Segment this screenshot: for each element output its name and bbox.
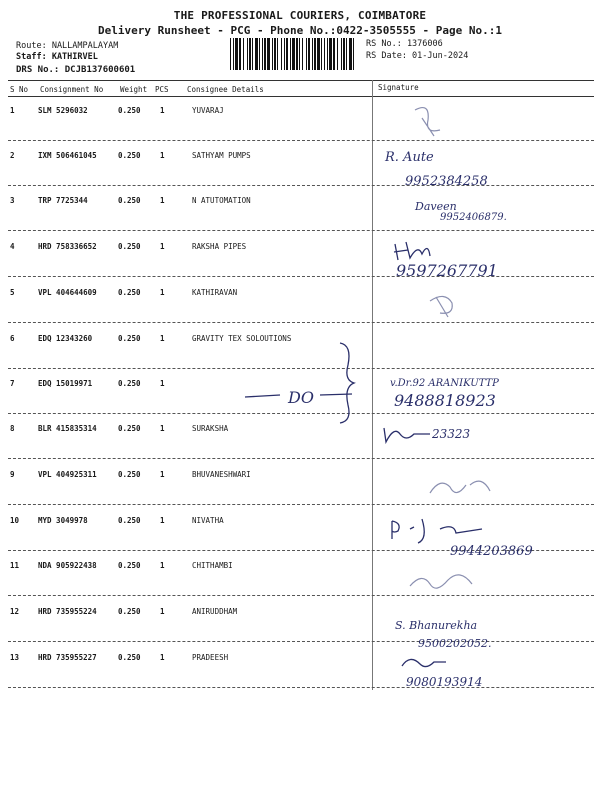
col-pcs: PCS bbox=[155, 85, 169, 94]
cell-consignment: EDQ 12343260 bbox=[38, 334, 93, 343]
cell-weight: 0.250 bbox=[118, 196, 141, 205]
cell-consignment: EDQ 15019971 bbox=[38, 379, 93, 388]
company-title: THE PROFESSIONAL COURIERS, COIMBATORE bbox=[173, 9, 427, 22]
route-label: Route: NALLAMPALAYAM bbox=[16, 41, 119, 51]
cell-pcs: 1 bbox=[160, 607, 165, 616]
cell-sno: 6 bbox=[10, 334, 15, 343]
cell-consignment: HRD 735955227 bbox=[38, 653, 97, 662]
ditto-text: DO bbox=[288, 388, 314, 407]
cell-consignee: RAKSHA PIPES bbox=[192, 242, 247, 251]
cell-consignee: CHITHAMBI bbox=[192, 561, 233, 570]
cell-consignment: VPL 404644609 bbox=[38, 288, 97, 297]
rs-number: RS No.: 1376006 bbox=[366, 39, 443, 49]
rs-date: RS Date: 01-Jun-2024 bbox=[366, 51, 469, 61]
cell-consignment: NDA 905922438 bbox=[38, 561, 97, 570]
cell-pcs: 1 bbox=[160, 106, 165, 115]
svg-text:9952406879.: 9952406879. bbox=[440, 212, 507, 223]
barcode-image bbox=[230, 38, 358, 70]
cell-consignment: MYD 3049978 bbox=[38, 516, 88, 525]
cell-sno: 11 bbox=[10, 561, 20, 570]
cell-pcs: 1 bbox=[160, 334, 165, 343]
svg-text:9944203869: 9944203869 bbox=[450, 544, 533, 559]
cell-consignee: ANIRUDDHAM bbox=[192, 607, 238, 616]
svg-text:23323: 23323 bbox=[432, 427, 471, 441]
cell-weight: 0.250 bbox=[118, 424, 141, 433]
svg-text:9952384258: 9952384258 bbox=[405, 174, 488, 189]
signature-9 bbox=[370, 465, 594, 509]
cell-consignment: BLR 415835314 bbox=[38, 424, 97, 433]
cell-pcs: 1 bbox=[160, 151, 165, 160]
cell-pcs: 1 bbox=[160, 561, 165, 570]
cell-weight: 0.250 bbox=[118, 334, 141, 343]
ditto-mark bbox=[240, 335, 380, 430]
cell-consignee: N ATUTOMATION bbox=[192, 196, 251, 205]
table-top-rule bbox=[8, 80, 594, 81]
cell-consignee: YUVARAJ bbox=[192, 106, 224, 115]
cell-weight: 0.250 bbox=[118, 516, 141, 525]
cell-consignee: KATHIRAVAN bbox=[192, 288, 238, 297]
cell-weight: 0.250 bbox=[118, 379, 141, 388]
col-consignment: Consignment No bbox=[40, 85, 104, 94]
table-header-rule bbox=[8, 96, 594, 97]
cell-sno: 9 bbox=[10, 470, 15, 479]
cell-weight: 0.250 bbox=[118, 653, 141, 662]
cell-pcs: 1 bbox=[160, 242, 165, 251]
signature-7 bbox=[370, 372, 594, 416]
col-sno: S No bbox=[10, 85, 29, 94]
cell-weight: 0.250 bbox=[118, 242, 141, 251]
cell-sno: 1 bbox=[10, 106, 15, 115]
cell-consignee: PRADEESH bbox=[192, 653, 229, 662]
cell-sno: 3 bbox=[10, 196, 15, 205]
cell-pcs: 1 bbox=[160, 470, 165, 479]
cell-sno: 5 bbox=[10, 288, 15, 297]
cell-consignment: HRD 758336652 bbox=[38, 242, 97, 251]
cell-weight: 0.250 bbox=[118, 151, 141, 160]
cell-consignment: IXM 506461045 bbox=[38, 151, 97, 160]
cell-pcs: 1 bbox=[160, 653, 165, 662]
cell-consignee: BHUVANESHWARI bbox=[192, 470, 251, 479]
signature-3 bbox=[370, 190, 594, 234]
signature-1 bbox=[370, 100, 594, 144]
svg-text:9597267791: 9597267791 bbox=[396, 261, 498, 280]
cell-weight: 0.250 bbox=[118, 607, 141, 616]
cell-consignee: NIVATHA bbox=[192, 516, 224, 525]
cell-consignee: SURAKSHA bbox=[192, 424, 229, 433]
signature-5 bbox=[370, 285, 594, 329]
cell-sno: 7 bbox=[10, 379, 15, 388]
cell-sno: 8 bbox=[10, 424, 15, 433]
cell-consignment: HRD 735955224 bbox=[38, 607, 97, 616]
cell-pcs: 1 bbox=[160, 288, 165, 297]
cell-sno: 4 bbox=[10, 242, 15, 251]
signature-4 bbox=[370, 238, 594, 282]
staff-label: Staff: KATHIRVEL bbox=[16, 52, 98, 62]
cell-sno: 2 bbox=[10, 151, 15, 160]
col-consignee: Consignee Details bbox=[187, 85, 264, 94]
cell-consignment: SLM 5296032 bbox=[38, 106, 88, 115]
cell-sno: 13 bbox=[10, 653, 20, 662]
signature-11 bbox=[370, 560, 594, 604]
drs-number: DRS No.: DCJB137600601 bbox=[16, 65, 136, 75]
cell-pcs: 1 bbox=[160, 196, 165, 205]
cell-weight: 0.250 bbox=[118, 106, 141, 115]
signature-10 bbox=[370, 515, 594, 559]
cell-consignee: GRAVITY TEX SOLOUTIONS bbox=[192, 334, 292, 343]
cell-consignment: VPL 404925311 bbox=[38, 470, 97, 479]
svg-text:9500202052.: 9500202052. bbox=[418, 637, 492, 650]
cell-weight: 0.250 bbox=[118, 288, 141, 297]
cell-sno: 12 bbox=[10, 607, 20, 616]
cell-pcs: 1 bbox=[160, 379, 165, 388]
svg-text:v.Dr.92 ARANIKUTTP: v.Dr.92 ARANIKUTTP bbox=[390, 378, 499, 389]
cell-weight: 0.250 bbox=[118, 470, 141, 479]
svg-text:S. Bhanurekha: S. Bhanurekha bbox=[395, 619, 478, 632]
cell-weight: 0.250 bbox=[118, 561, 141, 570]
col-signature: Signature bbox=[378, 83, 419, 92]
svg-text:R. Aute: R. Aute bbox=[385, 150, 434, 165]
runsheet-subtitle: Delivery Runsheet - PCG - Phone No.:0422-3505555 - Page No.:1 bbox=[98, 24, 502, 37]
cell-pcs: 1 bbox=[160, 516, 165, 525]
svg-text:Daveen: Daveen bbox=[415, 200, 457, 213]
svg-text:9488818923: 9488818923 bbox=[394, 391, 496, 410]
svg-text:9080193914: 9080193914 bbox=[406, 675, 483, 689]
col-weight: Weight bbox=[120, 85, 148, 94]
cell-pcs: 1 bbox=[160, 424, 165, 433]
signature-13 bbox=[370, 650, 594, 694]
cell-sno: 10 bbox=[10, 516, 20, 525]
signature-2 bbox=[370, 145, 594, 189]
cell-consignment: TRP 7725344 bbox=[38, 196, 88, 205]
cell-consignee: SATHYAM PUMPS bbox=[192, 151, 251, 160]
signature-8 bbox=[370, 418, 594, 462]
